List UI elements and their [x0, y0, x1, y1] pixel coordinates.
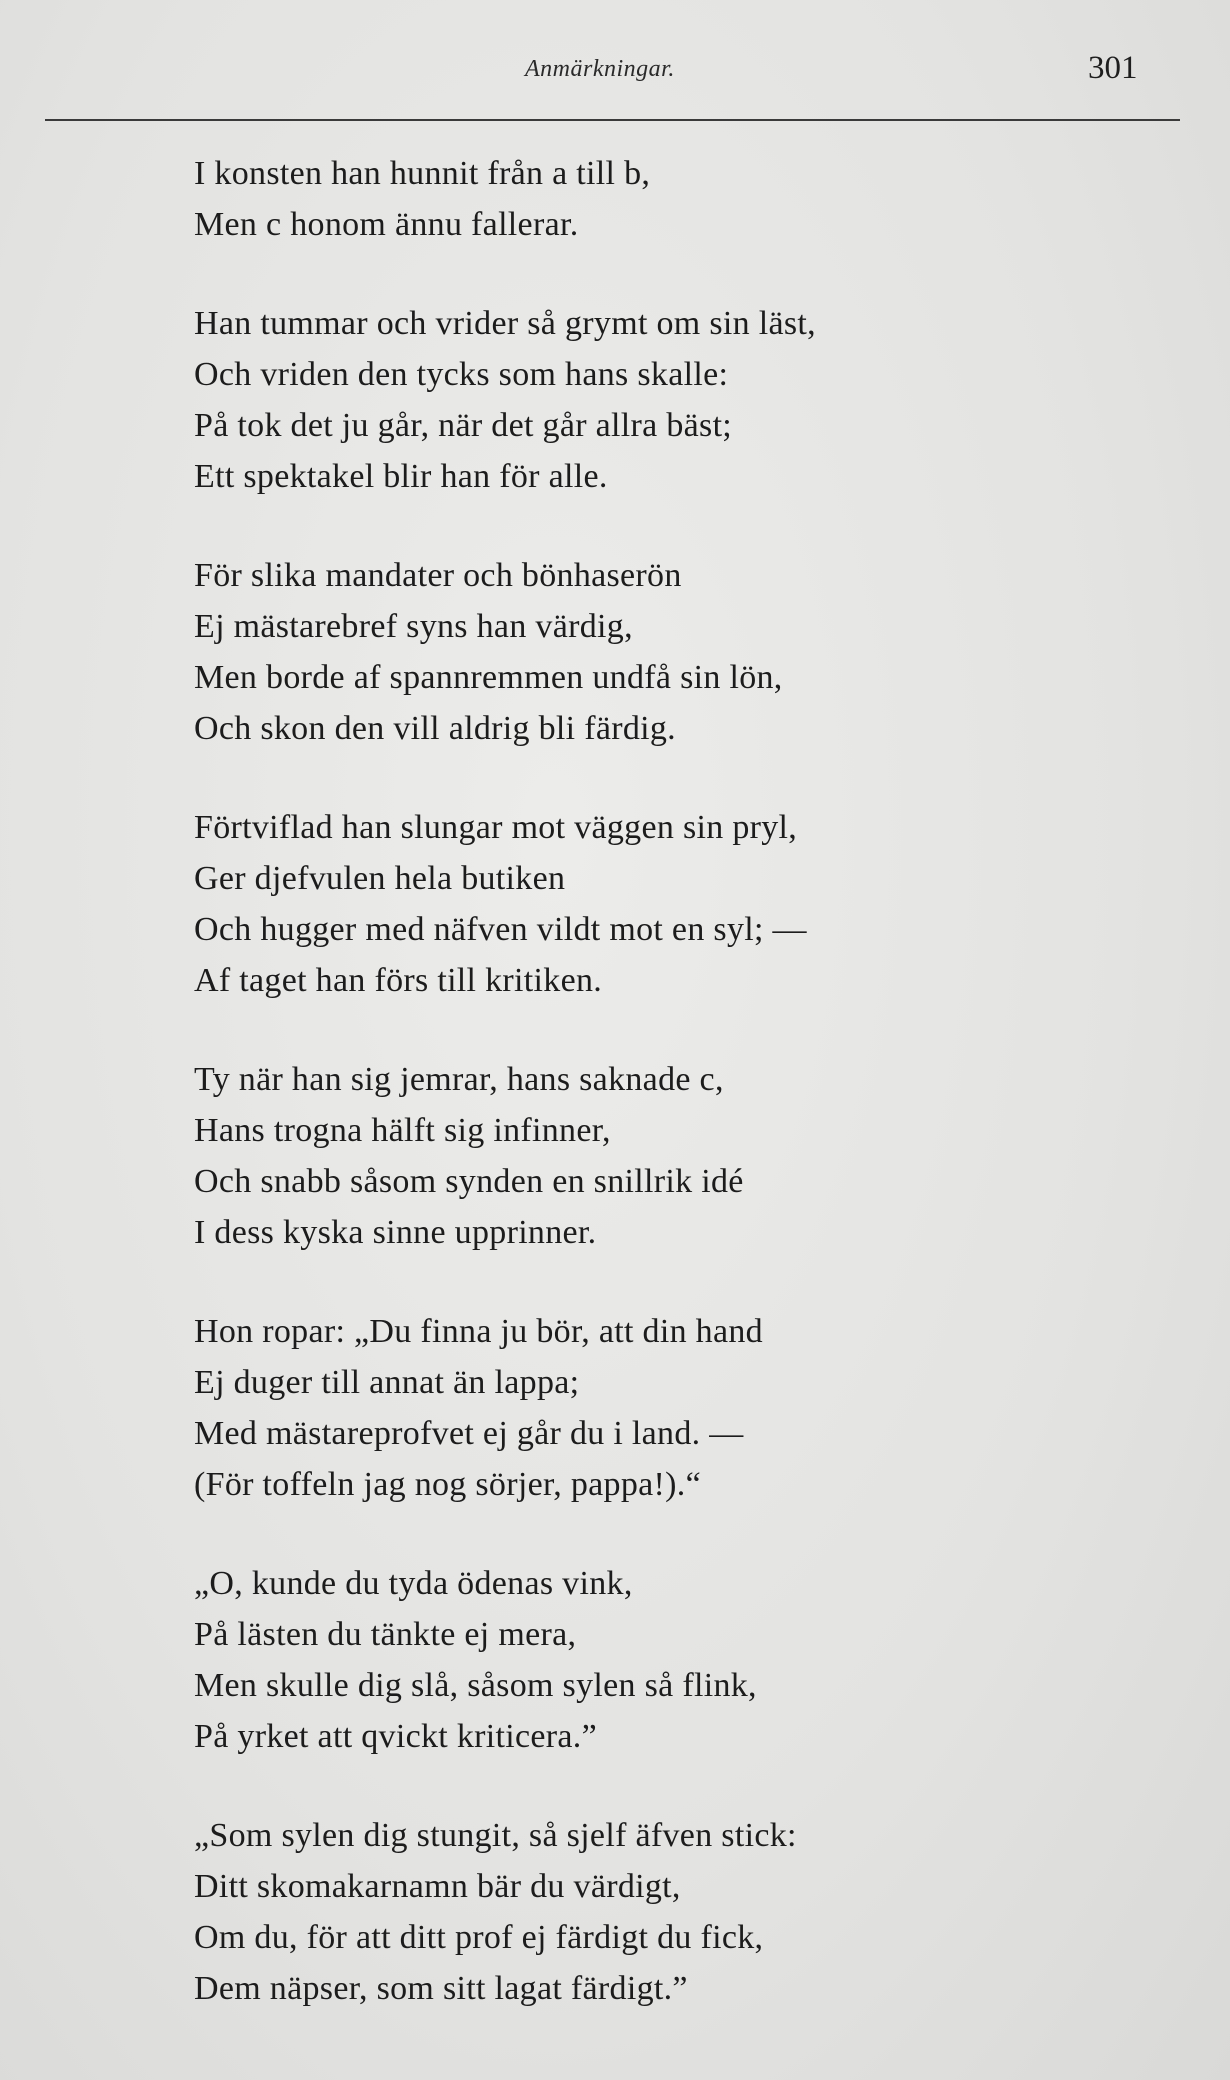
- poem-line: I dess kyska sinne upprinner.: [194, 1214, 597, 1251]
- stanza-3: [194, 550, 1094, 754]
- poem-line: Med mästareprofvet ej går du i land. —: [194, 1415, 744, 1452]
- poem-line: „Som sylen dig stungit, så sjelf äfven stick:: [194, 1817, 797, 1854]
- stanza-6: [194, 1306, 1094, 1510]
- poem-line: Ditt skomakarnamn bär du värdigt,: [194, 1868, 681, 1905]
- poem-line: Men borde af spannremmen undfå sin lön,: [194, 659, 783, 696]
- poem-line: Men skulle dig slå, såsom sylen så flink,: [194, 1667, 757, 1704]
- poem-line: Ej duger till annat än lappa;: [194, 1364, 580, 1401]
- poem-line: För slika mandater och bönhaserön: [194, 557, 682, 594]
- poem-line: Om du, för att ditt prof ej färdigt du fick,: [194, 1919, 764, 1956]
- poem-line: I konsten han hunnit från a till b,: [194, 155, 651, 192]
- poem: [194, 148, 1094, 2062]
- header-rule: [45, 119, 1180, 121]
- poem-line: Och skon den vill aldrig bli färdig.: [194, 710, 676, 747]
- poem-line: Han tummar och vrider så grymt om sin läst,: [194, 305, 816, 342]
- stanza-1: [194, 148, 1094, 250]
- poem-line: (För toffeln jag nog sörjer, pappa!).“: [194, 1466, 701, 1503]
- page-number: 301: [1088, 50, 1138, 86]
- running-title: Anmärkningar.: [525, 56, 675, 82]
- poem-line: Förtviflad han slungar mot väggen sin pryl,: [194, 809, 798, 846]
- poem-line: Ty när han sig jemrar, hans saknade c,: [194, 1061, 724, 1098]
- stanza-7: [194, 1558, 1094, 1762]
- running-head: [0, 48, 1230, 88]
- poem-line: På tok det ju går, när det går allra bäst;: [194, 407, 733, 444]
- poem-line: På lästen du tänkte ej mera,: [194, 1616, 577, 1653]
- poem-line: Och hugger med näfven vildt mot en syl; —: [194, 911, 807, 948]
- poem-line: Och vriden den tycks som hans skalle:: [194, 356, 729, 393]
- stanza-2: [194, 298, 1094, 502]
- poem-line: Ej mästarebref syns han värdig,: [194, 608, 633, 645]
- poem-line: „O, kunde du tyda ödenas vink,: [194, 1565, 633, 1602]
- stanza-5: [194, 1054, 1094, 1258]
- poem-line: På yrket att qvickt kriticera.”: [194, 1718, 597, 1755]
- poem-line: Af taget han förs till kritiken.: [194, 962, 603, 999]
- poem-line: Ett spektakel blir han för alle.: [194, 458, 608, 495]
- poem-line: Hans trogna hälft sig infinner,: [194, 1112, 611, 1149]
- stanza-8: [194, 1810, 1094, 2014]
- poem-line: Men c honom ännu fallerar.: [194, 206, 579, 243]
- poem-line: Dem näpser, som sitt lagat färdigt.”: [194, 1970, 688, 2007]
- poem-line: Och snabb såsom synden en snillrik idé: [194, 1163, 744, 1200]
- poem-line: Hon ropar: „Du finna ju bör, att din hand: [194, 1313, 763, 1350]
- poem-line: Ger djefvulen hela butiken: [194, 860, 566, 897]
- stanza-4: [194, 802, 1094, 1006]
